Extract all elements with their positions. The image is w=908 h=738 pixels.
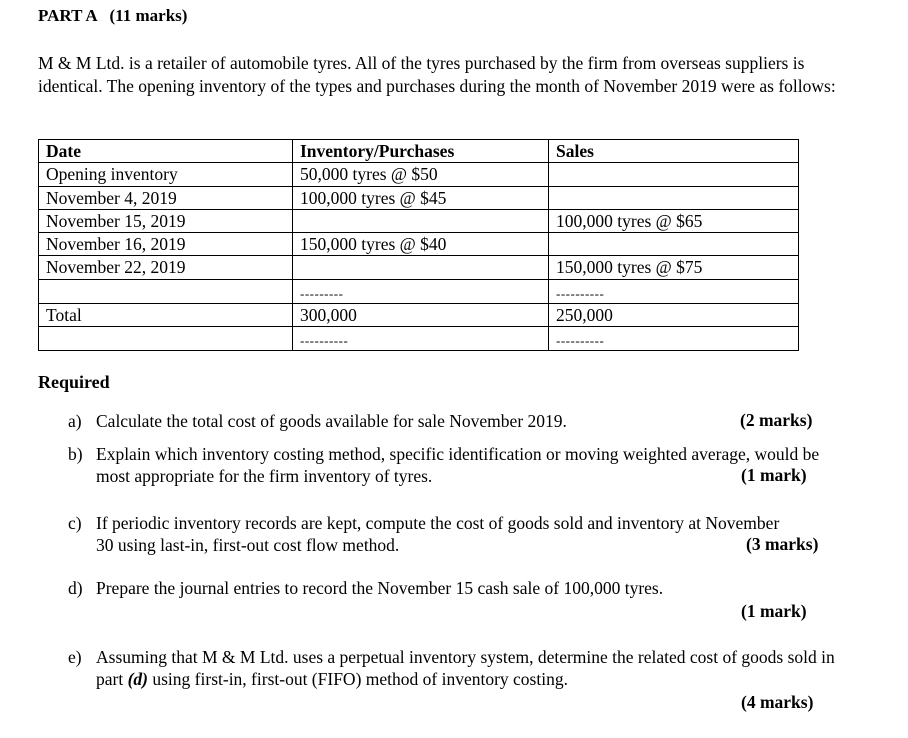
table-row-dashes-top	[39, 279, 799, 303]
cell-purchases	[293, 256, 549, 279]
cell-date: November 15, 2019	[39, 209, 293, 232]
question-text-part: using first-in, first-out (FIFO) method of inventory costing.	[148, 669, 568, 689]
marks-a: (2 marks)	[740, 410, 813, 430]
question-letter: a)	[68, 411, 82, 431]
table-row	[39, 186, 799, 209]
table-row-total	[39, 303, 799, 326]
cell-total-sales: 250,000	[549, 303, 799, 326]
cell-total-purchases: 300,000	[293, 303, 549, 326]
cell-dashes	[549, 327, 799, 351]
dash-line: ---------	[300, 285, 344, 301]
table-row	[39, 209, 799, 232]
table-row-dashes-bottom	[39, 327, 799, 351]
question-text: Calculate the total cost of goods available for sale November 2019.	[96, 411, 567, 431]
cell-date: November 22, 2019	[39, 256, 293, 279]
cell-sales: 150,000 tyres @ $75	[549, 256, 799, 279]
cell-empty	[39, 327, 293, 351]
marks-b: (1 mark)	[741, 465, 807, 485]
header-sales: Sales	[549, 140, 799, 163]
marks-d: (1 mark)	[741, 601, 807, 621]
question-text	[96, 646, 836, 690]
cell-purchases: 150,000 tyres @ $40	[293, 233, 549, 256]
cell-sales	[549, 233, 799, 256]
table-row	[39, 163, 799, 186]
intro-paragraph: M & M Ltd. is a retailer of automobile tyres. All of the tyres purchased by the firm from overseas suppliers is identical. The opening inventory of the types and purchases during the month of November 2019 were as follows:	[38, 53, 836, 96]
table-row	[39, 256, 799, 279]
question-letter: c)	[68, 513, 82, 533]
dash-line: ----------	[300, 333, 349, 349]
cell-purchases: 50,000 tyres @ $50	[293, 163, 549, 186]
required-heading: Required	[38, 372, 110, 392]
cell-empty	[39, 279, 293, 303]
question-text-part: Assuming that M & M Ltd. uses a perpetual inventory system, determine the related cost of goods sold in part	[96, 647, 835, 689]
question-letter: e)	[68, 647, 82, 667]
part-title: PART A (11 marks)	[38, 6, 188, 25]
cell-date: November 4, 2019	[39, 186, 293, 209]
cell-dashes	[293, 327, 549, 351]
marks-e: (4 marks)	[741, 692, 814, 712]
inventory-table	[38, 139, 799, 351]
cell-total-label: Total	[39, 303, 293, 326]
question-text: Prepare the journal entries to record the November 15 cash sale of 100,000 tyres.	[96, 578, 664, 598]
cell-sales	[549, 186, 799, 209]
header-date: Date	[39, 140, 293, 163]
cell-purchases: 100,000 tyres @ $45	[293, 186, 549, 209]
dash-line: ----------	[556, 333, 605, 349]
header-inventory-purchases: Inventory/Purchases	[293, 140, 549, 163]
question-letter: d)	[68, 578, 83, 598]
table-row	[39, 233, 799, 256]
cell-dashes	[293, 279, 549, 303]
cell-dashes	[549, 279, 799, 303]
cell-sales	[549, 163, 799, 186]
marks-c: (3 marks)	[746, 534, 819, 554]
question-text: If periodic inventory records are kept, compute the cost of goods sold and inventory at November 30 using last-in, first-out cost flow method.	[96, 513, 780, 555]
question-text: Explain which inventory costing method, specific identification or moving weighted average, would be most appropriate for the firm inventory of tyres.	[96, 444, 820, 486]
cell-date: Opening inventory	[39, 163, 293, 186]
question-letter: b)	[68, 444, 83, 464]
table-header-row	[39, 140, 799, 163]
cell-sales: 100,000 tyres @ $65	[549, 209, 799, 232]
cell-purchases	[293, 209, 549, 232]
dash-line: ----------	[556, 285, 605, 301]
question-text-emphasis: (d)	[127, 669, 148, 689]
cell-date: November 16, 2019	[39, 233, 293, 256]
